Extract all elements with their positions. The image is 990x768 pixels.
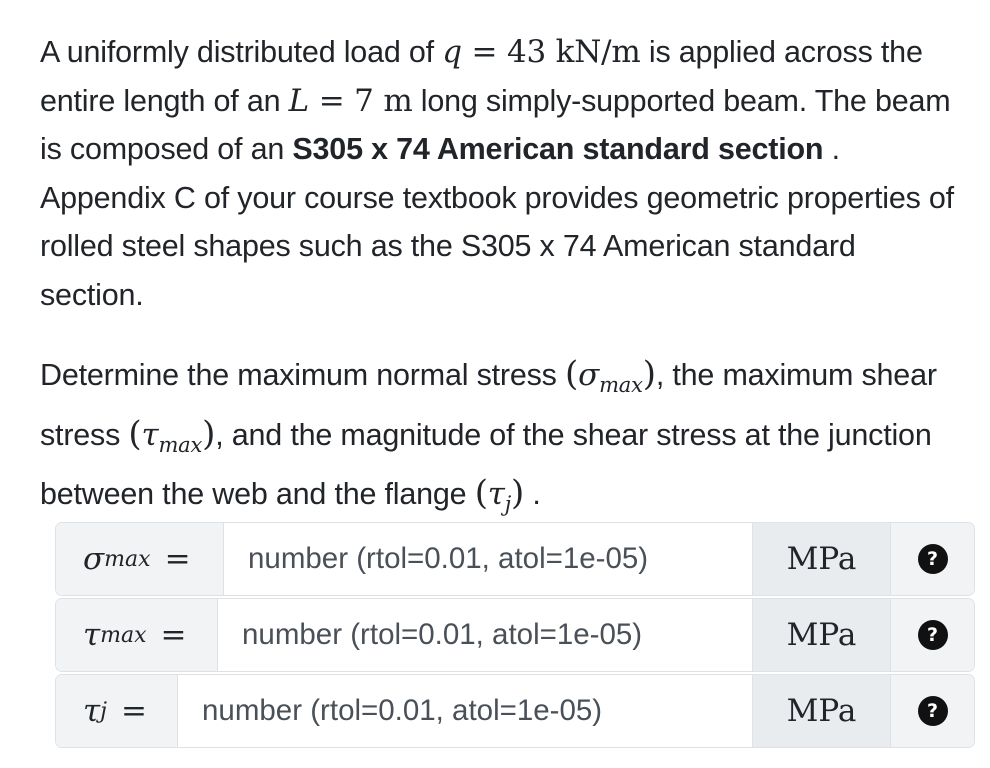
problem-statement: A uniformly distributed load of q = 43 kN/m is applied across the entire length of an L = 7 m long simply-supported beam. The beam is composed of an S305 x 74 American standard section . Appendix C of your course textbook provides geometric properties of rolled steel shapes such as the S305 x 74 American standard section. <box>40 34 954 312</box>
sigma-max-help-button[interactable] <box>891 523 974 595</box>
tau-j-help-button[interactable] <box>891 675 974 747</box>
tau-j-input-group <box>55 674 975 748</box>
sigma-max-unit: MPa <box>753 523 891 595</box>
tau-max-input-group <box>55 598 975 672</box>
tau-max-help-button[interactable] <box>891 599 974 671</box>
sigma-max-label: σ max = <box>56 523 224 595</box>
question-mark-icon[interactable]: ? <box>918 696 948 726</box>
tau-j-symbol: $(\tau_j)$ <box>474 473 525 516</box>
sigma-max-input[interactable]: number (rtol=0.01, atol=1e-05) <box>224 523 753 595</box>
tau-j-input[interactable]: number (rtol=0.01, atol=1e-05) <box>178 675 753 747</box>
question-mark-icon[interactable]: ? <box>918 620 948 650</box>
sigma-max-symbol: $(\sigma_{max})$ <box>565 354 656 397</box>
question-mark-icon[interactable]: ? <box>918 544 948 574</box>
answer-inputs <box>55 522 975 750</box>
tau-max-symbol: $(\tau_{max})$ <box>128 413 216 457</box>
sigma-max-input-group <box>55 522 975 596</box>
question-text <box>40 28 960 529</box>
length-expression: L = 7 m <box>288 82 413 119</box>
tau-max-unit: MPa <box>753 599 891 671</box>
tau-max-input[interactable]: number (rtol=0.01, atol=1e-05) <box>218 599 753 671</box>
tau-j-label: τ j = <box>56 675 178 747</box>
section-name: S305 x 74 American standard section <box>292 132 824 166</box>
load-expression: q = 43 kN/m <box>442 34 641 70</box>
tau-max-label: τ max = <box>56 599 218 671</box>
tau-j-unit: MPa <box>753 675 891 747</box>
task-statement: Determine the maximum normal stress $(\sigma_{max})$, the maximum shear stress $(\tau_{max})$, and the magnitude of the shear stress at the junction between the web and the flange $(\tau_j)$ . <box>40 354 937 516</box>
